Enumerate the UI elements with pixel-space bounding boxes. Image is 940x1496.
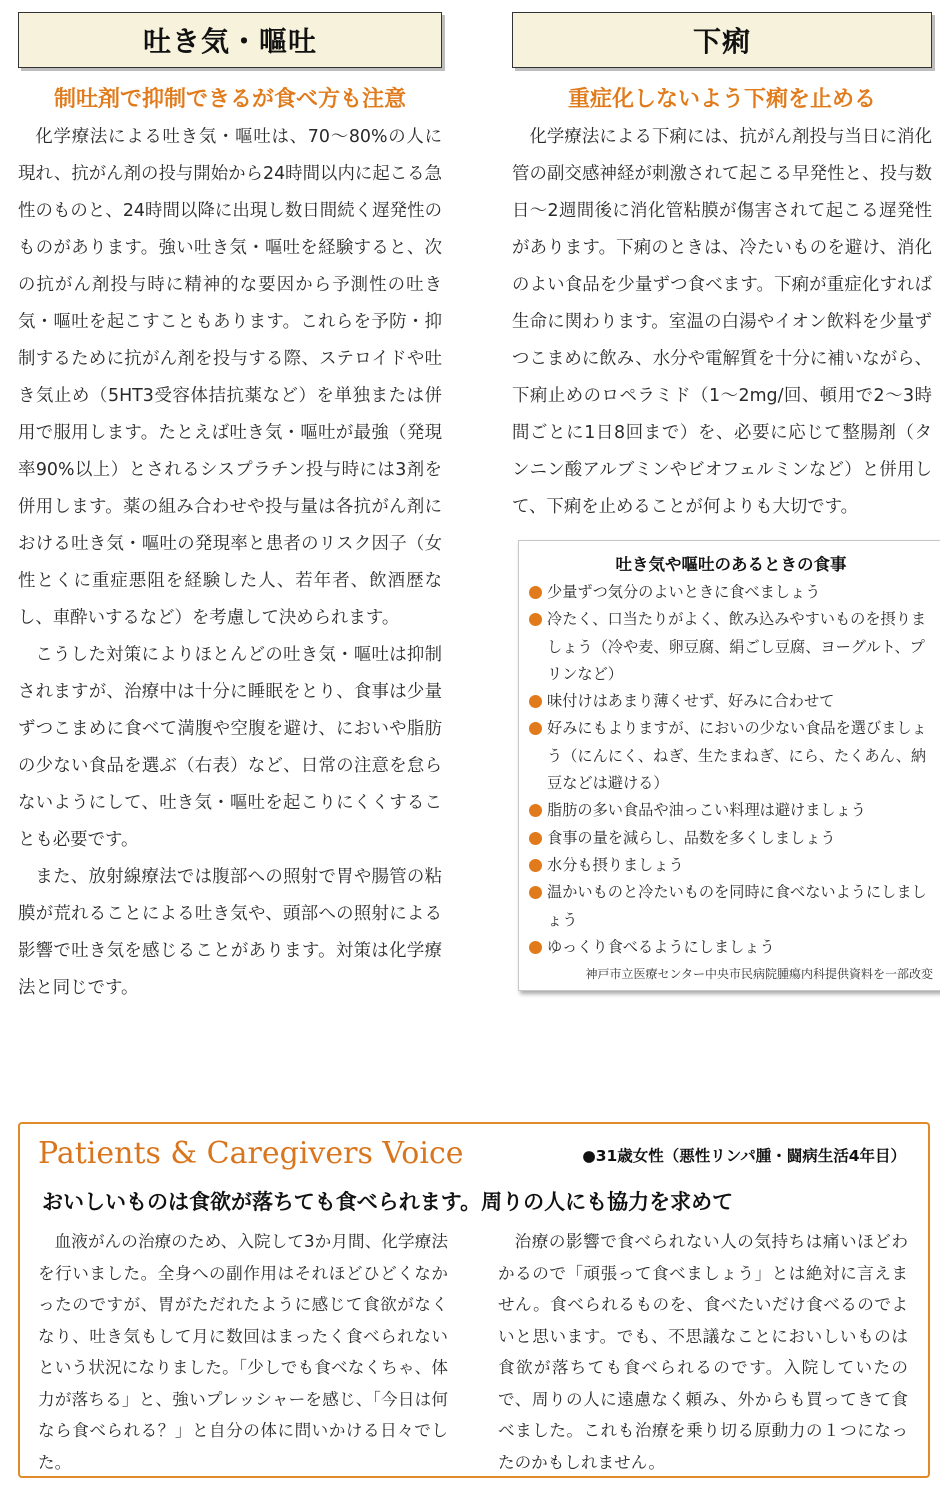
diet-tip-text: 温かいものと冷たいものを同時に食べないようにしましょう bbox=[547, 883, 927, 929]
diet-tip-text: 水分も摂りましょう bbox=[547, 855, 684, 874]
bullet-icon bbox=[529, 722, 542, 735]
list-item bbox=[529, 879, 933, 934]
bullet-icon bbox=[529, 886, 542, 899]
list-item bbox=[529, 825, 933, 852]
diet-tip-text: 味付けはあまり薄くせず、好みに合わせて bbox=[547, 692, 835, 711]
list-item bbox=[529, 797, 933, 824]
diet-tips-title: 吐き気や嘔吐のあるときの食事 bbox=[615, 555, 847, 574]
diet-tip-text: 少量ずつ気分のよいときに食べましょう bbox=[547, 583, 821, 601]
voice-text-left: 血液がんの治療のため、入院して3か月間、化学療法を行いました。全身への副作用はそれほどひどくなかったのですが、胃がただれたように感じて食欲がなくなり、吐き気もして月に数回はまったく食べられないという状況になりました。「少しでも食べなくちゃ、体力が落ちる」と、強いプレッシャーを感じ、「今日は何なら食べられる？」と自分の体に問いかける日々でした。 bbox=[38, 1232, 448, 1472]
diet-tip-text: 冷たく、口当たりがよく、飲み込みやすいものを摂りましょう（冷や麦、卵豆腐、絹ごし豆腐、ヨーグルト、プリンなど） bbox=[547, 610, 927, 683]
diarrhea-section bbox=[512, 12, 932, 991]
patient-voice-box bbox=[18, 1122, 930, 1478]
diarrhea-subheading: 重症化しないよう下痢を止める bbox=[567, 87, 876, 112]
list-item bbox=[529, 934, 933, 961]
bullet-icon bbox=[529, 832, 542, 845]
diarrhea-heading: 下痢 bbox=[512, 12, 932, 68]
nausea-paragraph-3: また、放射線療法では腹部への照射で胃や腸管の粘膜が荒れることによる吐き気や、頭部への照射による影響で吐き気を感じることがあります。対策は化学療法と同じです。 bbox=[18, 867, 442, 998]
diet-tips-source: 神戸市立医療センター中央市民病院腫瘍内科提供資料を一部改変 bbox=[585, 967, 933, 982]
diet-tip-text: 好みにもよりますが、においの少ない食品を選びましょう（にんにく、ねぎ、生たまねぎ、にら、たくあん、納豆などは避ける） bbox=[547, 719, 927, 793]
nausea-paragraph-2: こうした対策によりほとんどの吐き気・嘔吐は抑制されますが、治療中は十分に睡眠をとり、食事は少量ずつこまめに食べて満腹や空腹を避け、においや脂肪の少ない食品を選ぶ（右表）など、日常の注意を怠らないようにして、吐き気・嘔吐を起こりにくくすることも必要です。 bbox=[18, 645, 442, 850]
voice-profile: ●31歳女性（悪性リンパ腫・闘病生活4年目） bbox=[582, 1147, 906, 1165]
voice-text-right: 治療の影響で食べられない人の気持ちは痛いほどわかるので「頑張って食べましょう」とは絶対に言えません。食べられるものを、食べたいだけ食べるのでよいと思います。でも、不思議なことにおいしいものは食欲が落ちても食べられるのです。入院していたので、周りの人に遠慮なく頼み、外からも買ってきて食べました。これも治療を乗り切る原動力の１つになったのかもしれません。 bbox=[498, 1232, 908, 1472]
voice-title: Patients & Caregivers Voice bbox=[38, 1136, 464, 1171]
diet-tip-text: ゆっくり食べるようにしましょう bbox=[547, 937, 775, 956]
bullet-icon bbox=[529, 613, 542, 626]
list-item bbox=[529, 606, 933, 688]
list-item bbox=[529, 579, 933, 606]
diet-tips-list bbox=[529, 579, 933, 961]
bullet-icon bbox=[529, 859, 542, 872]
nausea-heading: 吐き気・嘔吐 bbox=[18, 12, 442, 68]
nausea-paragraph-1: 化学療法による吐き気・嘔吐は、70〜80%の人に現れ、抗がん剤の投与開始から24時間以内に起こる急性のものと、24時間以降に出現し数日間続く遅発性のものがあります。強い吐き気・嘔吐を経験すると、次の抗がん剤投与時に精神的な要因から予測性の吐き気・嘔吐を起こすこともあります。これらを予防・抑制するために抗がん剤を投与する際、ステロイドや吐き気止め（5HT3受容体拮抗薬など）を単独または併用で服用します。たとえば吐き気・嘔吐が最強（発現率90%以上）とされるシスプラチン投与時には3剤を併用します。薬の組み合わせや投与量は各抗がん剤における吐き気・嘔吐の発現率と患者のリスク因子（女性とくに重症悪阻を経験した人、若年者、飲酒歴なし、車酔いするなど）を考慮して決められます。 bbox=[18, 127, 442, 628]
bullet-icon bbox=[529, 941, 542, 954]
bullet-icon bbox=[529, 586, 542, 599]
diet-tip-text: 食事の量を減らし、品数を多くしましょう bbox=[547, 828, 836, 847]
bullet-icon bbox=[529, 695, 542, 708]
list-item bbox=[529, 852, 933, 879]
diet-tips-box bbox=[518, 540, 940, 991]
list-item bbox=[529, 715, 933, 797]
diet-tip-text: 脂肪の多い食品や油っこい料理は避けましょう bbox=[547, 801, 866, 820]
bullet-icon bbox=[529, 804, 542, 817]
voice-headline: おいしいものは食欲が落ちても食べられます。周りの人にも協力を求めて bbox=[42, 1190, 734, 1214]
nausea-section bbox=[18, 12, 442, 1007]
nausea-subheading: 制吐剤で抑制できるが食べ方も注意 bbox=[53, 87, 406, 112]
list-item bbox=[529, 688, 933, 715]
diarrhea-paragraph: 化学療法による下痢には、抗がん剤投与当日に消化管の副交感神経が刺激されて起こる早発性と、投与数日〜2週間後に消化管粘膜が傷害されて起こる遅発性があります。下痢のときは、冷たいものを避け、消化のよい食品を少量ずつ食べます。下痢が重症化すれば生命に関わります。室温の白湯やイオン飲料を少量ずつこまめに飲み、水分や電解質を十分に補いながら、下痢止めのロペラミド（1〜2mg/回、頓用で2〜3時間ごとに1日8回まで）を、必要に応じて整腸剤（タンニン酸アルブミンやビオフェルミンなど）と併用して、下痢を止めることが何よりも大切です。 bbox=[512, 127, 932, 517]
